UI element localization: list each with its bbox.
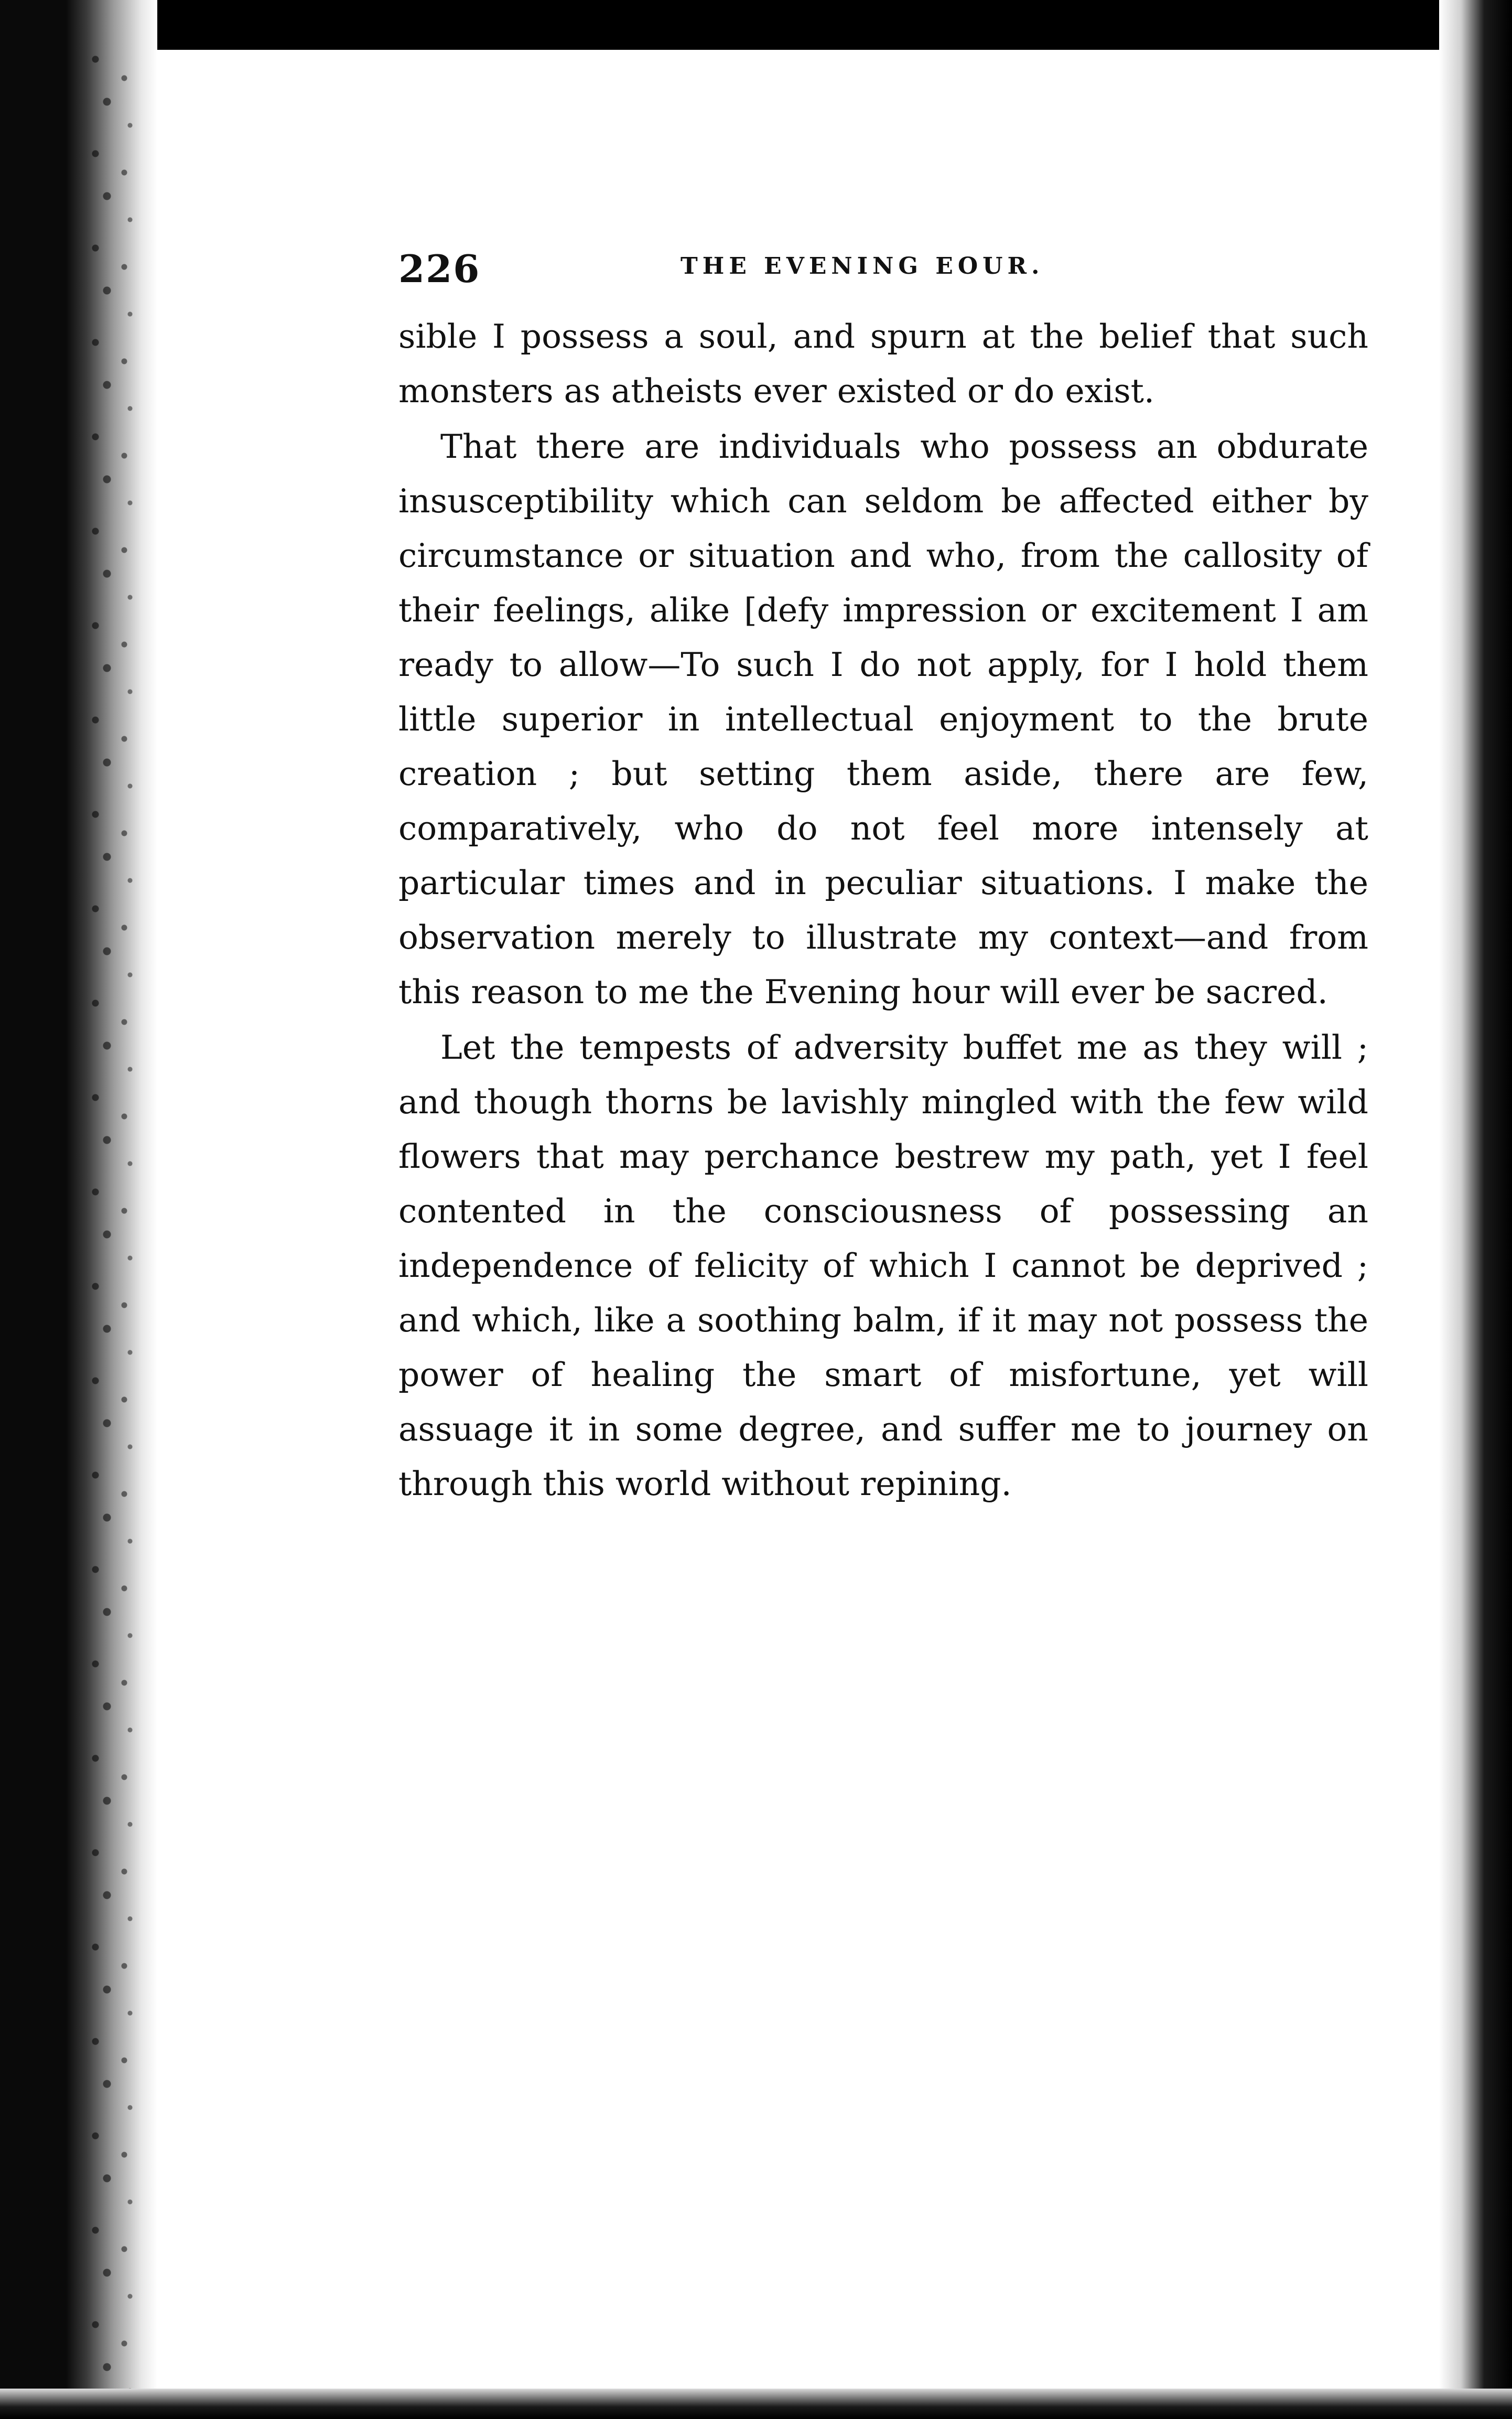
- scan-right-edge-shadow: [1439, 0, 1512, 2419]
- page-number: 226: [398, 246, 481, 291]
- scan-left-edge-noise: [84, 50, 142, 2399]
- running-title: THE EVENING EOUR.: [681, 253, 1044, 279]
- scan-bottom-border: [0, 2389, 1512, 2419]
- body-text: [398, 309, 1368, 1511]
- paragraph-continuation: sible I possess a soul, and spurn at the belief that such monsters as atheists ever existed or do exist.: [398, 317, 1368, 410]
- running-head: [398, 231, 1368, 309]
- book-page: [398, 231, 1368, 1511]
- paragraph: Let the tempests of adversity buffet me as they will ; and though thorns be lavishly mingled with the few wild flowers that may perchance bestrew my path, yet I feel contented in the consciousness of possessing an independence of felicity of which I cannot be deprived ; and which, like a soothing balm, if it may not possess the power of healing the smart of misfortune, yet will assuage it in some degree, and suffer me to journey on through this world without repining.: [398, 1028, 1368, 1503]
- scan-top-border: [0, 0, 1512, 50]
- paragraph: That there are individuals who possess an obdurate insusceptibility which can seldom be affected either by circumstance or situation and who, from the callosity of their feelings, alike [defy impression or excitement I am ready to allow—To such I do not apply, for I hold them little superior in intellectual enjoyment to the brute creation ; but setting them aside, there are few, comparatively, who do not feel more intensely at particular times and in peculiar situations. I make the observation merely to illustrate my context—and from this reason to me the Evening hour will ever be sacred.: [398, 427, 1368, 1011]
